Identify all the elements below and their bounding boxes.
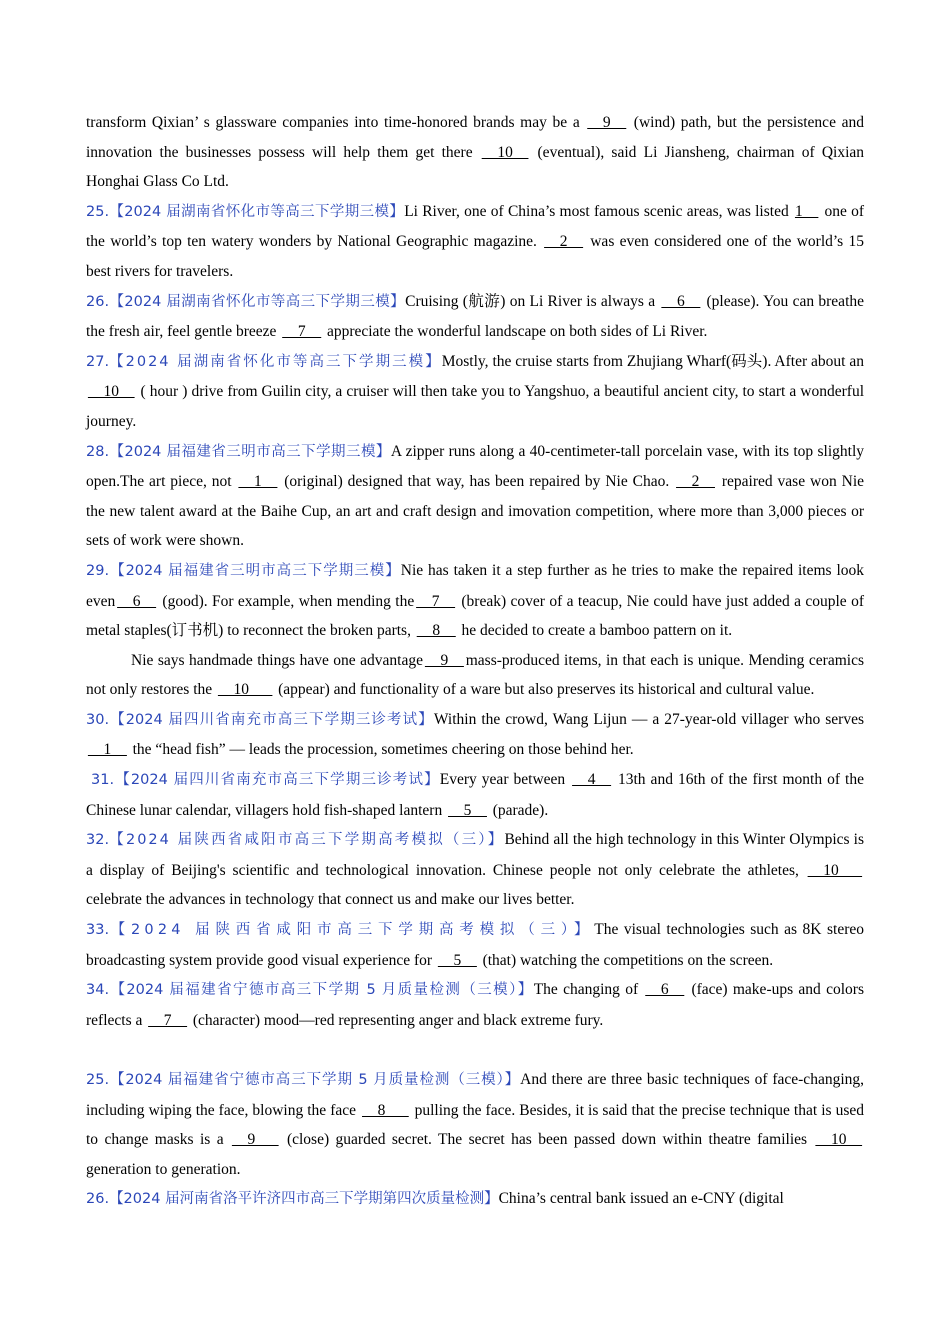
blank-8: __8___ xyxy=(362,1101,409,1119)
blank-5: __5__ xyxy=(437,951,477,969)
source-tag: 【2024 届陕西省咸阳市高三下学期高考模拟（三）】 xyxy=(109,832,505,849)
text: one of the world’s top ten watery wonders by National Geographic magazine. xyxy=(86,202,864,251)
question-27 xyxy=(86,347,864,437)
blank-8: __8__ xyxy=(416,622,456,640)
source-tag: 【2024 届福建省宁德市高三下学期 5 月质量检测（三模）】 xyxy=(109,982,534,999)
source-tag: 【2024 届湖南省怀化市等高三下学期三模】 xyxy=(109,203,405,220)
question-number: 31. xyxy=(91,772,115,789)
text: (eventual), said Li Jiansheng, chairman of Qixian Honghai Glass Co Ltd. xyxy=(86,143,865,191)
document-body xyxy=(86,108,864,1215)
source-tag: 【2024 届陕西省咸阳市高三下学期高考模拟（三）】 xyxy=(109,922,595,939)
text: (parade). xyxy=(488,801,549,819)
source-tag: 【2024 届福建省三明市高三下学期三模】 xyxy=(109,562,401,579)
text: 13th and 16th of the first month of the Chinese lunar calendar, villagers hold fish-shaped lantern xyxy=(86,771,864,819)
text: The visual technologies such as 8K stereo broadcasting system provide good visual experience for xyxy=(86,921,864,969)
question-30 xyxy=(86,705,864,765)
question-33 xyxy=(86,915,864,975)
question-25-ningde xyxy=(86,1065,864,1184)
blank-7: __7__ xyxy=(148,1011,187,1029)
text: Nie says handmade things have one advantage xyxy=(131,651,423,669)
text: (close) guarded secret. The secret has been passed down within theatre families xyxy=(280,1131,814,1149)
blank-10: __10___ xyxy=(807,861,862,879)
paragraph-continuation xyxy=(86,108,864,197)
text: celebrate the advances in technology that connect us and make our lives better. xyxy=(86,891,575,909)
blank-6: __6__ xyxy=(117,592,157,610)
question-number: 33. xyxy=(86,922,110,939)
question-number: 26. xyxy=(86,1191,110,1208)
text: Cruising (航游) on Li River is always a xyxy=(405,292,660,310)
question-number: 34. xyxy=(86,982,110,999)
text: (character) mood—red representing anger and black extreme fury. xyxy=(189,1011,604,1029)
blank-2: __2__ xyxy=(544,233,583,251)
blank-6: __6__ xyxy=(661,292,701,310)
question-29 xyxy=(86,556,864,646)
blank-7: __7__ xyxy=(416,592,455,610)
blank-6: __6__ xyxy=(645,981,685,999)
text: (face) make-ups and colors reflects a xyxy=(86,981,864,1029)
source-tag: 【2024 届四川省南充市高三下学期三诊考试】 xyxy=(114,772,440,789)
blank-10: __10__ xyxy=(815,1131,862,1149)
question-25-huaihua xyxy=(86,197,864,287)
blank-5: __5__ xyxy=(448,801,487,819)
source-tag: 【2024 届福建省三明市高三下学期三模】 xyxy=(109,443,391,460)
blank-9: __9___ xyxy=(232,1131,279,1149)
question-29-continuation xyxy=(86,646,864,705)
text: Mostly, the cruise starts from Zhujiang Wharf(码头). After about an xyxy=(441,352,864,370)
text: A zipper runs along a 40-centimeter-tall porcelain vase, with its top slightly open.The art piece, not xyxy=(86,442,865,491)
question-number: 26. xyxy=(86,293,110,310)
text: (wind) path, but the persistence and innovation the businesses possess will help them get there xyxy=(86,114,864,161)
blank-1: __1__ xyxy=(88,741,127,759)
text: (appear) and functionality of a ware but also preserves its historical and cultural value. xyxy=(274,681,815,699)
question-number: 32. xyxy=(86,832,110,849)
text: Behind all the high technology in this Winter Olympics is a display of Beijing's scientific and technological innovation. Chinese people not only celebrate the athletes, xyxy=(86,831,864,879)
text: Li River, one of China’s most famous scenic areas, was listed xyxy=(404,202,793,220)
source-tag: 【2024 届湖南省怀化市等高三下学期三模】 xyxy=(109,353,442,370)
text: ( hour ) drive from Guilin city, a cruiser will then take you to Yangshuo, a beautiful ancient city, to start a wonderful journey. xyxy=(86,383,864,430)
text: generation to generation. xyxy=(86,1160,241,1178)
text: Nie has taken it a step further as he tries to make the repaired items look even xyxy=(86,561,864,610)
text: he decided to create a bamboo pattern on it. xyxy=(457,622,733,640)
blank-9: __9__ xyxy=(587,114,627,131)
question-number: 29. xyxy=(86,562,110,579)
source-tag: 【2024 届福建省宁德市高三下学期 5 月质量检测（三模）】 xyxy=(109,1072,521,1088)
text: (break) cover of a teacup, Nie could have just added a couple of metal staples(订书机) to reconnect the broken parts, xyxy=(86,592,864,640)
text: mass-produced items, in that each is unique. Mending ceramics not only restores the xyxy=(86,651,864,699)
text: repaired vase won Nie the new talent award at the Baihe Cup, an art and craft design and imovation competition, where more than 3,000 pieces or sets of work were shown. xyxy=(86,473,864,550)
blank-10: __10__ xyxy=(88,383,135,401)
blank-4: __4__ xyxy=(572,771,611,789)
text: pulling the face. Besides, it is said that the precise technique that is used to change masks is a xyxy=(86,1101,865,1149)
question-28 xyxy=(86,437,864,556)
question-number: 25. xyxy=(86,203,110,220)
text: the “head fish” — leads the procession, sometimes cheering on those behind her. xyxy=(128,741,634,759)
blank-2: __2__ xyxy=(676,473,715,491)
text: Every year between xyxy=(439,771,571,789)
question-number: 30. xyxy=(86,711,110,728)
text: appreciate the wonderful landscape on both sides of Li River. xyxy=(323,323,708,341)
blank-10: __10__ xyxy=(481,143,529,161)
text: The changing of xyxy=(533,981,644,999)
question-number: 27. xyxy=(86,353,110,370)
blank-7: __7__ xyxy=(282,323,322,341)
text: (that) watching the competitions on the screen. xyxy=(478,951,774,969)
question-26-luoyang xyxy=(86,1184,864,1215)
question-26-huaihua xyxy=(86,287,864,347)
blank-1: __1__ xyxy=(238,473,278,491)
question-34 xyxy=(86,975,864,1035)
blank-10: __10___ xyxy=(218,681,273,699)
question-number: 28. xyxy=(86,443,110,460)
source-tag: 【2024 届湖南省怀化市等高三下学期三模】 xyxy=(109,293,406,310)
text: transform Qixian’ s glassware companies into time-honored brands may be a xyxy=(86,114,586,131)
question-31 xyxy=(86,765,864,825)
blank-9: __9__ xyxy=(425,651,464,669)
source-tag: 【2024 届河南省洛平许济四市高三下学期第四次质量检测】 xyxy=(109,1191,499,1208)
question-number: 25. xyxy=(86,1072,110,1088)
text: was even considered one of the world’s 15 best rivers for travelers. xyxy=(86,233,865,280)
text: And there are three basic techniques of face-changing, including wiping the face, blowing the face xyxy=(86,1071,864,1119)
blank-1: 1__ xyxy=(794,202,819,220)
question-32 xyxy=(86,825,864,915)
text: Within the crowd, Wang Lijun — a 27-year-old villager who serves xyxy=(433,710,864,728)
text: (original) designed that way, has been repaired by Nie Chao. xyxy=(279,473,675,491)
text: China’s central bank issued an e-CNY (digital xyxy=(498,1190,784,1208)
text: (please). You can breathe the fresh air, feel gentle breeze xyxy=(86,292,865,341)
source-tag: 【2024 届四川省南充市高三下学期三诊考试】 xyxy=(109,711,434,728)
text: (good). For example, when mending the xyxy=(158,592,415,610)
